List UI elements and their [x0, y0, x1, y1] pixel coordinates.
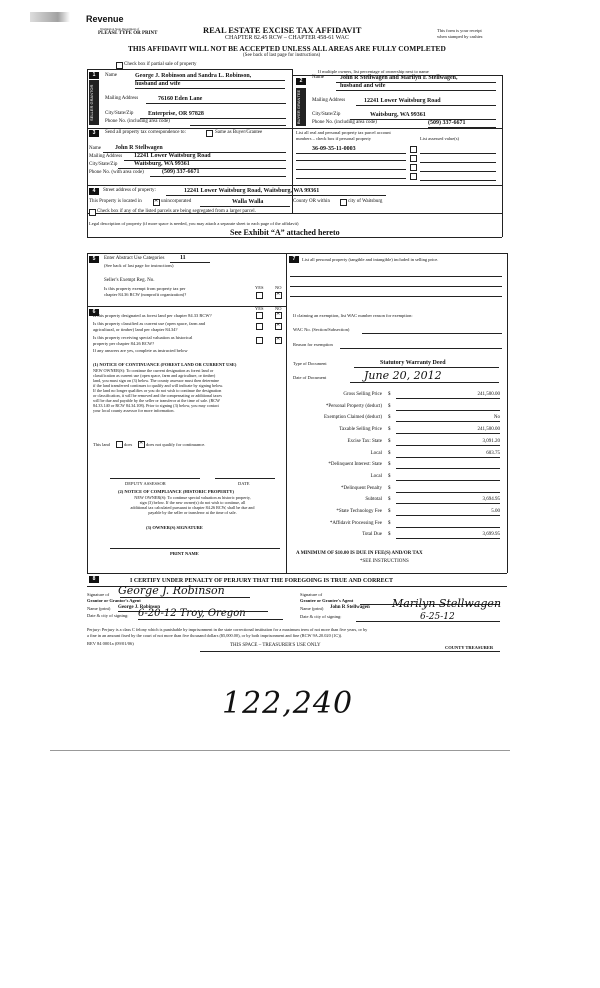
- doc-type-label: Type of Document: [293, 361, 327, 366]
- section-5-badge: 5: [89, 256, 99, 263]
- section-6-badge: 6: [89, 309, 99, 316]
- exempt-reg-label: Seller's Exempt Reg. No.: [104, 278, 155, 283]
- grantor-sig-label-2: Grantor or Grantor's Agent: [87, 598, 141, 603]
- tax-row-currency: $: [388, 438, 391, 444]
- doc-date: June 20, 2012: [350, 370, 499, 383]
- tax-row-label: Local: [370, 473, 382, 479]
- tax-row-currency: $: [388, 497, 391, 503]
- owner-signature-label: (3) OWNER(S) SIGNATURE: [146, 525, 203, 530]
- grantee-signature: Marilyn Stellwagen: [392, 597, 502, 610]
- wac-claim-label: If claiming an exemption, list WAC number reason for exemption:: [293, 313, 413, 318]
- minimum-due: A MINIMUM OF $10.00 IS DUE IN FEE(S) AND/OR TAX: [296, 551, 423, 556]
- logo-text: Revenue: [86, 14, 124, 24]
- seller-phone-label: Phone No. (including area code): [105, 119, 170, 124]
- county-name: Walla Walla: [200, 199, 290, 207]
- buyer-mailing: 12241 Lower Waitsburg Road: [356, 98, 496, 106]
- section-4-badge: 4: [89, 188, 99, 195]
- segregated-checkbox[interactable]: [89, 209, 96, 216]
- sec6-q4: If any answers are yes, complete as instructed below: [93, 348, 188, 353]
- sec5-q1-yes[interactable]: [256, 292, 263, 299]
- seller-grantor-label: SELLER GRANTOR: [89, 80, 99, 125]
- seller-city-label: City/State/Zip: [105, 111, 134, 116]
- segregated-label: Check box if any of the listed parcels are being segregated from a larger parcel.: [97, 209, 256, 214]
- tax-row-currency: $: [388, 532, 391, 538]
- please-type: PLEASE TYPE OR PRINT: [98, 31, 158, 36]
- tax-row-currency: $: [388, 485, 391, 491]
- same-as-buyer-label: Same as Buyer/Grantee: [215, 130, 263, 135]
- print-name-label: PRINT NAME: [170, 551, 199, 556]
- notice1-line: 84.33.140 or RCW 84.34.108). Prior to signing (3) below, you may contact: [93, 403, 219, 408]
- sec6-q1: Is this property designated as forest land per chapter 84.33 RCW?: [93, 313, 212, 318]
- notice1-line: classification as current use (open space, farm and agriculture, or timber): [93, 373, 216, 378]
- tax-row-currency: $: [388, 415, 391, 421]
- county-label: County OR within: [293, 199, 330, 204]
- wac-no-label: WAC No. (Section/Subsection): [293, 327, 350, 332]
- buyer-name-2: husband and wife: [336, 83, 496, 91]
- deputy-date: DATE: [238, 481, 250, 486]
- tax-row-value: 241,500.00: [396, 392, 500, 399]
- section-8-badge: 8: [89, 576, 99, 583]
- tax-row-currency: $: [388, 427, 391, 433]
- buyer-phone: (509) 337-6671: [428, 120, 496, 128]
- street-label: Street address of property:: [103, 188, 156, 193]
- form-chapter: CHAPTER 82.45 RCW – CHAPTER 458-61 WAC: [225, 35, 349, 41]
- tax-row-value: 603.75: [396, 451, 500, 458]
- seller-phone: [190, 119, 286, 126]
- land-does-label: This land: [93, 442, 110, 447]
- tax-row-currency: $: [388, 509, 391, 514]
- parcel-checkbox-2[interactable]: [410, 155, 417, 162]
- see-back: (See back of last page for instructions): [243, 53, 321, 58]
- notice1-line: if the land transferred continues to qualify and will indicate by signing below.: [93, 383, 224, 388]
- unincorporated-label: unincorporated: [161, 199, 192, 204]
- tax-row-value: [396, 486, 500, 493]
- notice1-title: (1) NOTICE OF CONTINUANCE (FOREST LAND OR CURRENT USE): [93, 362, 237, 367]
- notice1-body: [93, 368, 283, 413]
- parcel-header-1: List all real and personal property tax parcel account: [296, 130, 391, 135]
- assessed-header: List assessed value(s): [420, 136, 459, 141]
- sec6-q3-b: property per chapter 84.26 RCW?: [93, 341, 155, 346]
- sec3-mailing: 12241 Lower Waitsburg Road: [124, 153, 286, 161]
- seller-name-2: husband and wife: [135, 81, 285, 89]
- tax-row-value: [396, 474, 500, 481]
- section-2-badge: 2: [296, 78, 306, 85]
- receipt-note-1: This form is your receipt: [437, 28, 482, 33]
- land-does-text: does: [124, 442, 133, 447]
- logo-sub: Washington State Department of: [100, 27, 140, 31]
- notice1-line: NEW OWNER(S): To continue the current designation as forest land or: [93, 368, 214, 373]
- sec3-city-label: City/State/Zip: [89, 162, 118, 167]
- same-as-buyer-checkbox[interactable]: [206, 130, 213, 137]
- tax-row-currency: $: [388, 403, 391, 409]
- tax-row-currency: $: [388, 450, 391, 456]
- grantor-signature: George J. Robinson: [118, 584, 225, 597]
- perjury-notice: Perjury: Perjury is a class C felony which is punishable by imprisonment in the state correctional institution for a maximum term of not more than five years, or by: [87, 627, 368, 632]
- city-checkbox[interactable]: [340, 199, 347, 206]
- sec6-q2-no[interactable]: [275, 323, 282, 330]
- land-use-label: Enter Abstract Use Categories: [104, 256, 165, 261]
- sec5-yes-header: YES: [255, 285, 264, 290]
- sec3-mailing-label: Mailing Address: [89, 154, 123, 159]
- notice1-line: your local county assessor for more information.: [93, 408, 175, 413]
- notice2-body: [100, 495, 285, 515]
- tax-row-label: Total Due: [362, 532, 382, 538]
- sec6-q3-no[interactable]: [275, 337, 282, 344]
- form-title: REAL ESTATE EXCISE TAX AFFIDAVIT: [203, 25, 362, 35]
- scan-mark: [30, 12, 70, 22]
- grantee-date-label: Date & city of signing:: [300, 614, 342, 619]
- tax-row-value: 3,694.95: [396, 497, 500, 504]
- city-label: city of Waitsburg: [348, 199, 383, 204]
- tax-row-label: *Personal Property (deduct): [325, 403, 382, 409]
- tax-row-value: [396, 462, 500, 469]
- parcel-number: 36-09-35-11-0003: [296, 146, 406, 154]
- parcel-checkbox-1[interactable]: [410, 146, 417, 153]
- section-3-badge: 3: [89, 130, 99, 137]
- parcel-header-2: numbers – check box if personal property: [296, 136, 371, 141]
- buyer-mailing-label: Mailing Address: [312, 98, 346, 103]
- sec6-q1-no[interactable]: [275, 312, 282, 319]
- parcel-checkbox-3[interactable]: [410, 164, 417, 171]
- tax-row-label: Gross Selling Price: [343, 392, 382, 397]
- tax-row-label: *Affidavit Processing Fee: [329, 520, 382, 526]
- tax-row-label: Local: [370, 450, 382, 456]
- doc-date-label: Date of Document: [293, 375, 327, 380]
- form-warning: THIS AFFIDAVIT WILL NOT BE ACCEPTED UNLESS ALL AREAS ARE FULLY COMPLETED: [128, 44, 446, 53]
- sec6-q2-b: agricultural, or timber) land per chapter 84.34?: [93, 327, 178, 332]
- sec3-name: John R Stellwagen: [103, 145, 286, 153]
- revenue-logo: [86, 9, 139, 32]
- buyer-grantee-label: BUYER GRANTEE: [296, 88, 306, 126]
- grantee-date: 6-25-12: [420, 612, 455, 622]
- notice2-line: additional tax calculated pursuant to chapter 84.26 RCW, shall be due and: [130, 505, 255, 510]
- county-treasurer: COUNTY TREASURER: [445, 645, 494, 650]
- sec3-phone-label: Phone No. (with area code): [89, 170, 144, 175]
- tax-row-label: Excise Tax: State: [347, 438, 382, 444]
- sec5-no-header: NO: [275, 285, 282, 290]
- legal-description: See Exhibit “A” attached hereto: [230, 228, 340, 237]
- sec3-name-label: Name: [89, 146, 101, 151]
- sec6-q3-yes[interactable]: [256, 337, 263, 344]
- certify-statement: I CERTIFY UNDER PENALTY OF PERJURY THAT THE FOREGOING IS TRUE AND CORRECT: [130, 578, 393, 584]
- seller-name-label: Name: [105, 73, 117, 78]
- tax-row-currency: $: [388, 520, 391, 526]
- grantor-date-city: 6-20-12 Troy, Oregon: [138, 608, 283, 620]
- tax-row-value: 3,699.95: [396, 532, 500, 539]
- notice2-line: sign (3) below. If the new owner(s) do not wish to continue, all: [139, 500, 246, 505]
- notice2-line: payable by the seller or transferor at the time of sale.: [148, 510, 237, 515]
- tax-row-label: *State Technology Fee: [336, 509, 382, 514]
- notice1-line: or classification, it will be removed and the compensating or additional taxes: [93, 393, 222, 398]
- notice1-line: If the land no longer qualifies or you do not wish to continue the designation: [93, 388, 222, 393]
- rev-number: REV 84 0001a (09/01/06): [87, 641, 134, 646]
- sec6-no-header: NO: [275, 306, 282, 311]
- grantee-print-name: John R Stellwagen: [330, 605, 370, 610]
- sec5-q1-a: Is this property exempt from property tax per: [104, 286, 186, 291]
- seller-city: Enterprise, OR 97828: [140, 111, 286, 119]
- street-address: 12241 Lower Waitsburg Road, Waitsburg, WA 99361: [166, 188, 386, 196]
- land-use-note: (See back of last page for instructions): [104, 263, 174, 268]
- receipt-note-2: when stamped by cashier.: [437, 34, 484, 39]
- sec5-q1-no[interactable]: [275, 292, 282, 299]
- tax-row-currency: $: [388, 462, 391, 468]
- legal-desc-label: Legal description of property (if more space is needed, you may attach a separate sheet to each page of the affidavit): [89, 221, 299, 226]
- tax-row-label: *Delinquent Interest: State: [328, 462, 382, 468]
- notice2-line: NEW OWNER(S): To continue special valuation as historic property,: [134, 495, 251, 500]
- partial-sale-checkbox[interactable]: [116, 62, 123, 69]
- buyer-city: Waitsburg, WA 99361: [350, 112, 496, 120]
- tax-row-label: Subtotal: [365, 497, 382, 503]
- grantee-name-label: Name (print): [300, 606, 324, 611]
- grantee-sig-label-1: Signature of: [300, 592, 323, 597]
- land-does-not-checkbox[interactable]: [138, 441, 145, 448]
- sec6-q2-a: Is this property classified as current use (open space, farm and: [93, 321, 206, 326]
- tax-row-value: [396, 521, 500, 528]
- seller-mailing-label: Mailing Address: [105, 96, 139, 101]
- sec5-q1-b: chapter 84.36 RCW (nonprofit organization)?: [104, 292, 187, 297]
- perjury-notice-2: a fine in an amount fixed by the court of not more than five thousand dollars ($5,000.00), or by both imprisonment and fine (RCW 9A.20.020 (1C)).: [87, 633, 343, 638]
- sec6-q1-yes[interactable]: [256, 312, 263, 319]
- grantor-print-name: George J. Robinson: [118, 605, 268, 612]
- buyer-name-label: Name: [312, 75, 324, 80]
- see-instructions: *SEE INSTRUCTIONS: [360, 559, 409, 564]
- send-correspondence-label: Send all property tax correspondence to:: [105, 130, 186, 135]
- buyer-city-label: City/State/Zip: [312, 112, 341, 117]
- grantee-sig-label-2: Grantee or Grantee's Agent: [300, 598, 354, 603]
- tax-row-value: 5.00: [396, 509, 500, 516]
- notice2-title: (2) NOTICE OF COMPLIANCE (HISTORIC PROPERTY): [118, 489, 234, 494]
- tax-row-label: Exemption Claimed (deduct): [323, 415, 382, 421]
- tax-row-currency: $: [388, 473, 391, 479]
- buyer-name: John R Stellwagen and Marilyn E Stellwagen,: [336, 75, 496, 83]
- personal-property-label: List all personal property (tangible and intangible) included in selling price.: [302, 257, 439, 262]
- parcel-checkbox-4[interactable]: [410, 173, 417, 180]
- unincorporated-checkbox[interactable]: [153, 199, 160, 206]
- doc-type: Statutory Warranty Deed: [354, 360, 499, 368]
- multiple-owners-note: If multiple owners, list percentage of ownership next to name: [318, 69, 429, 74]
- land-does-checkbox[interactable]: [116, 441, 123, 448]
- tax-row-currency: $: [388, 392, 391, 397]
- tax-row-value: [396, 404, 500, 411]
- treasurer-space: THIS SPACE – TREASURER'S USE ONLY: [230, 643, 321, 648]
- seller-name: George J. Robinson and Sandra L. Robinson,: [135, 73, 285, 81]
- located-label: This Property is located in: [89, 199, 142, 204]
- notice1-line: will be due and payable by the seller or transferor at the time of sale. (RCW: [93, 398, 220, 403]
- seller-mailing: 76160 Eden Lane: [146, 96, 286, 104]
- sec6-q2-yes[interactable]: [256, 323, 263, 330]
- tax-row-label: Taxable Selling Price: [339, 427, 382, 433]
- land-use-value: 11: [170, 255, 210, 263]
- grantor-date-label: Date & city of signing:: [87, 613, 129, 618]
- section-7-badge: 7: [289, 256, 299, 263]
- tax-row-label: *Delinquent Penalty: [341, 485, 382, 491]
- land-does-not-text: does not qualify for continuance.: [146, 442, 206, 447]
- partial-sale-label: Check box if partial sale of property: [124, 62, 197, 67]
- section-1-badge: 1: [89, 72, 99, 79]
- sec6-q3-a: Is this property receiving special valuation as historical: [93, 335, 193, 340]
- sec3-phone: (509) 337-6671: [150, 169, 286, 177]
- buyer-phone-label: Phone No. (including area code): [312, 120, 377, 125]
- tax-row-value: No: [396, 415, 500, 422]
- deputy-assessor: DEPUTY ASSESSOR: [125, 481, 166, 486]
- tax-row-value: 3,091.20: [396, 439, 500, 446]
- grantor-sig-label-1: Signature of: [87, 592, 110, 597]
- grantor-name-label: Name (print): [87, 606, 111, 611]
- tax-row-value: 241,500.00: [396, 427, 500, 434]
- sec6-yes-header: YES: [255, 306, 264, 311]
- exemption-reason-label: Reason for exemption: [293, 342, 333, 347]
- handwritten-number: 122,240: [222, 686, 354, 721]
- notice1-line: land, you must sign on (3) below. The county assessor must then determine: [93, 378, 219, 383]
- sec3-city: Waitsburg, WA 99361: [118, 161, 286, 169]
